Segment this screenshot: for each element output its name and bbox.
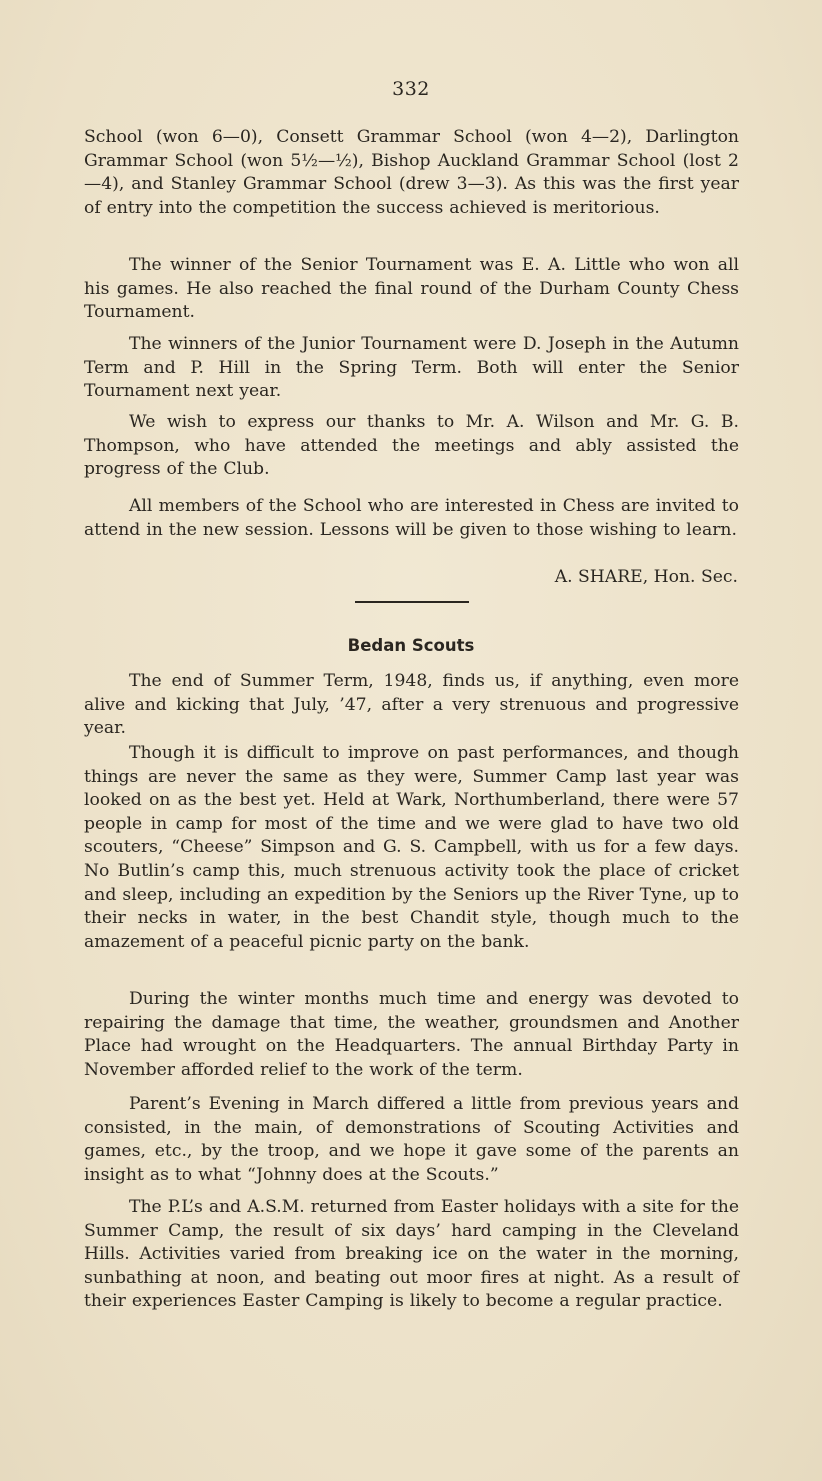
page-number: 332 (392, 78, 430, 100)
chess-paragraph-continued: School (won 6—0), Consett Grammar School (won 4—2), Darlington Grammar School (won 5½—½), Bishop Auckland Grammar School (lost 2—4), and Stanley Grammar School (drew 3—3). As this was the first year of entry into the competition the success achieved is meritorious. (84, 127, 739, 218)
chess-paragraph-thanks: We wish to express our thanks to Mr. A. Wilson and Mr. G. B. Thompson, who have attended the meetings and ably assisted the progress of the Club. (84, 412, 739, 480)
section-heading-bedan-scouts: Bedan Scouts (347, 636, 475, 655)
scouts-paragraph-intro: The end of Summer Term, 1948, finds us, if anything, even more alive and kicking that July, ’47, after a very strenuous and progressive year. (84, 671, 739, 739)
scouts-paragraph-parents-evening: Parent’s Evening in March differed a little from previous years and consisted, in the main, of demonstrations of Scouting Activities and games, etc., by the troop, and we hope it gave some of the parents an insight as to what “Johnny does at the Scouts.” (84, 1094, 739, 1185)
chess-signature: A. SHARE, Hon. Sec. (554, 567, 738, 587)
scouts-paragraph-easter: The P.L’s and A.S.M. returned from Easter holidays with a site for the Summer Camp, the result of six days’ hard camping in the Cleveland Hills. Activities varied from breaking ice on the water in the morning, sunbathing at noon, and beating out moor fires at night. As a result of their experiences Easter Camping is likely to become a regular practice. (84, 1197, 739, 1312)
chess-paragraph-invitation: All members of the School who are interested in Chess are invited to attend in the new session. Lessons will be given to those wishing to learn. (84, 496, 739, 540)
chess-paragraph-senior-tournament: The winner of the Senior Tournament was E. A. Little who won all his games. He also reached the final round of the Durham County Chess Tournament. (84, 255, 739, 323)
chess-paragraph-junior-tournament: The winners of the Junior Tournament were D. Joseph in the Autumn Term and P. Hill in the Spring Term. Both will enter the Senior Tournament next year. (84, 334, 739, 402)
section-divider (355, 601, 469, 603)
scouts-paragraph-summer-camp: Though it is difficult to improve on past performances, and though things are never the same as they were, Summer Camp last year was looked on as the best yet. Held at Wark, Northumberland, there were 57 people in camp for most of the time and we were glad to have two old scouters, “Cheese” Simpson and G. S. Campbell, with us for a few days. No Butlin’s camp this, much strenuous activity took the place of cricket and sleep, including an expedition by the Seniors up the River Tyne, up to their necks in water, in the best Chandit style, though much to the amazement of a peaceful picnic party on the bank. (84, 743, 739, 952)
scouts-paragraph-winter: During the winter months much time and energy was devoted to repairing the damage that time, the weather, groundsmen and Another Place had wrought on the Headquarters. The annual Birthday Party in November afforded relief to the work of the term. (84, 989, 739, 1080)
